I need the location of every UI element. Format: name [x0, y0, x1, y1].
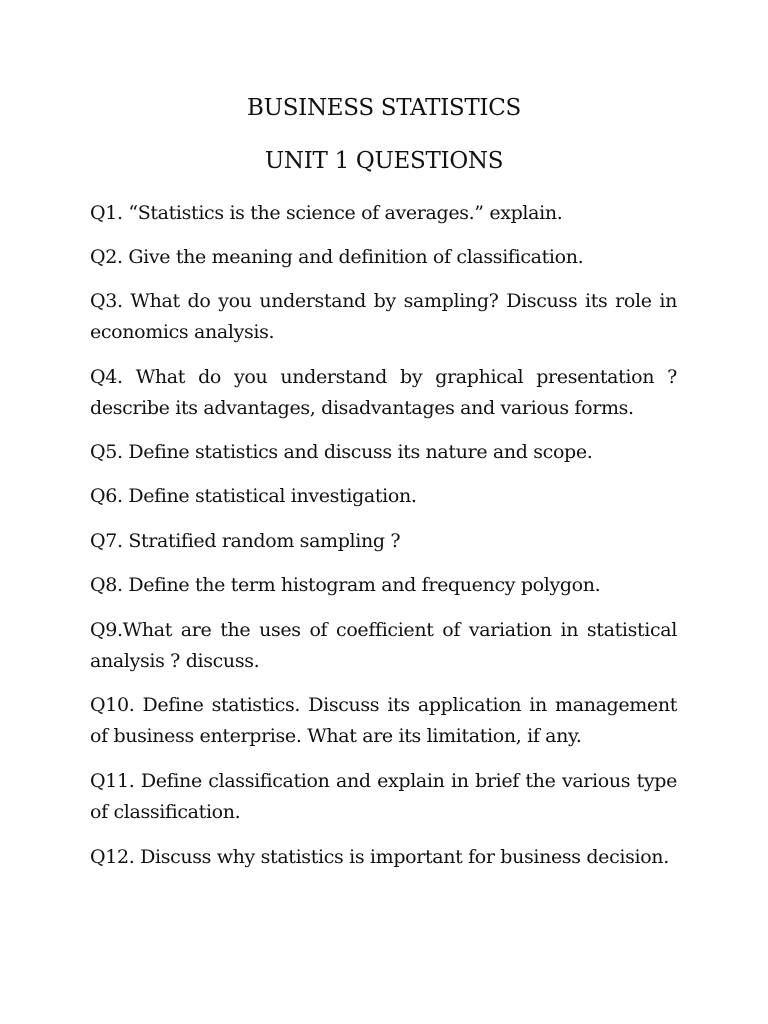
question-11: Q11. Define classification and explain in brief the various type of classification. — [90, 770, 677, 823]
question-12: Q12. Discuss why statistics is important for business decision. — [90, 846, 669, 868]
document-subtitle: UNIT 1 QUESTIONS — [264, 148, 504, 174]
question-2: Q2. Give the meaning and definition of classification. — [90, 246, 584, 268]
question-10: Q10. Define statistics. Discuss its application in management of business enterprise. What are its limitation, if any. — [90, 694, 677, 747]
question-8: Q8. Define the term histogram and frequency polygon. — [90, 574, 601, 596]
document-title: BUSINESS STATISTICS — [247, 95, 521, 121]
question-9: Q9.What are the uses of coefficient of variation in statistical analysis ? discuss. — [90, 619, 677, 672]
question-3: Q3. What do you understand by sampling? Discuss its role in economics analysis. — [90, 290, 677, 343]
question-7: Q7. Stratified random sampling ? — [90, 530, 401, 552]
question-4: Q4. What do you understand by graphical presentation ? describe its advantages, disadvantages and various forms. — [90, 366, 677, 419]
question-5: Q5. Define statistics and discuss its nature and scope. — [90, 441, 593, 463]
question-1: Q1. “Statistics is the science of averages.” explain. — [90, 202, 563, 224]
question-6: Q6. Define statistical investigation. — [90, 485, 417, 507]
